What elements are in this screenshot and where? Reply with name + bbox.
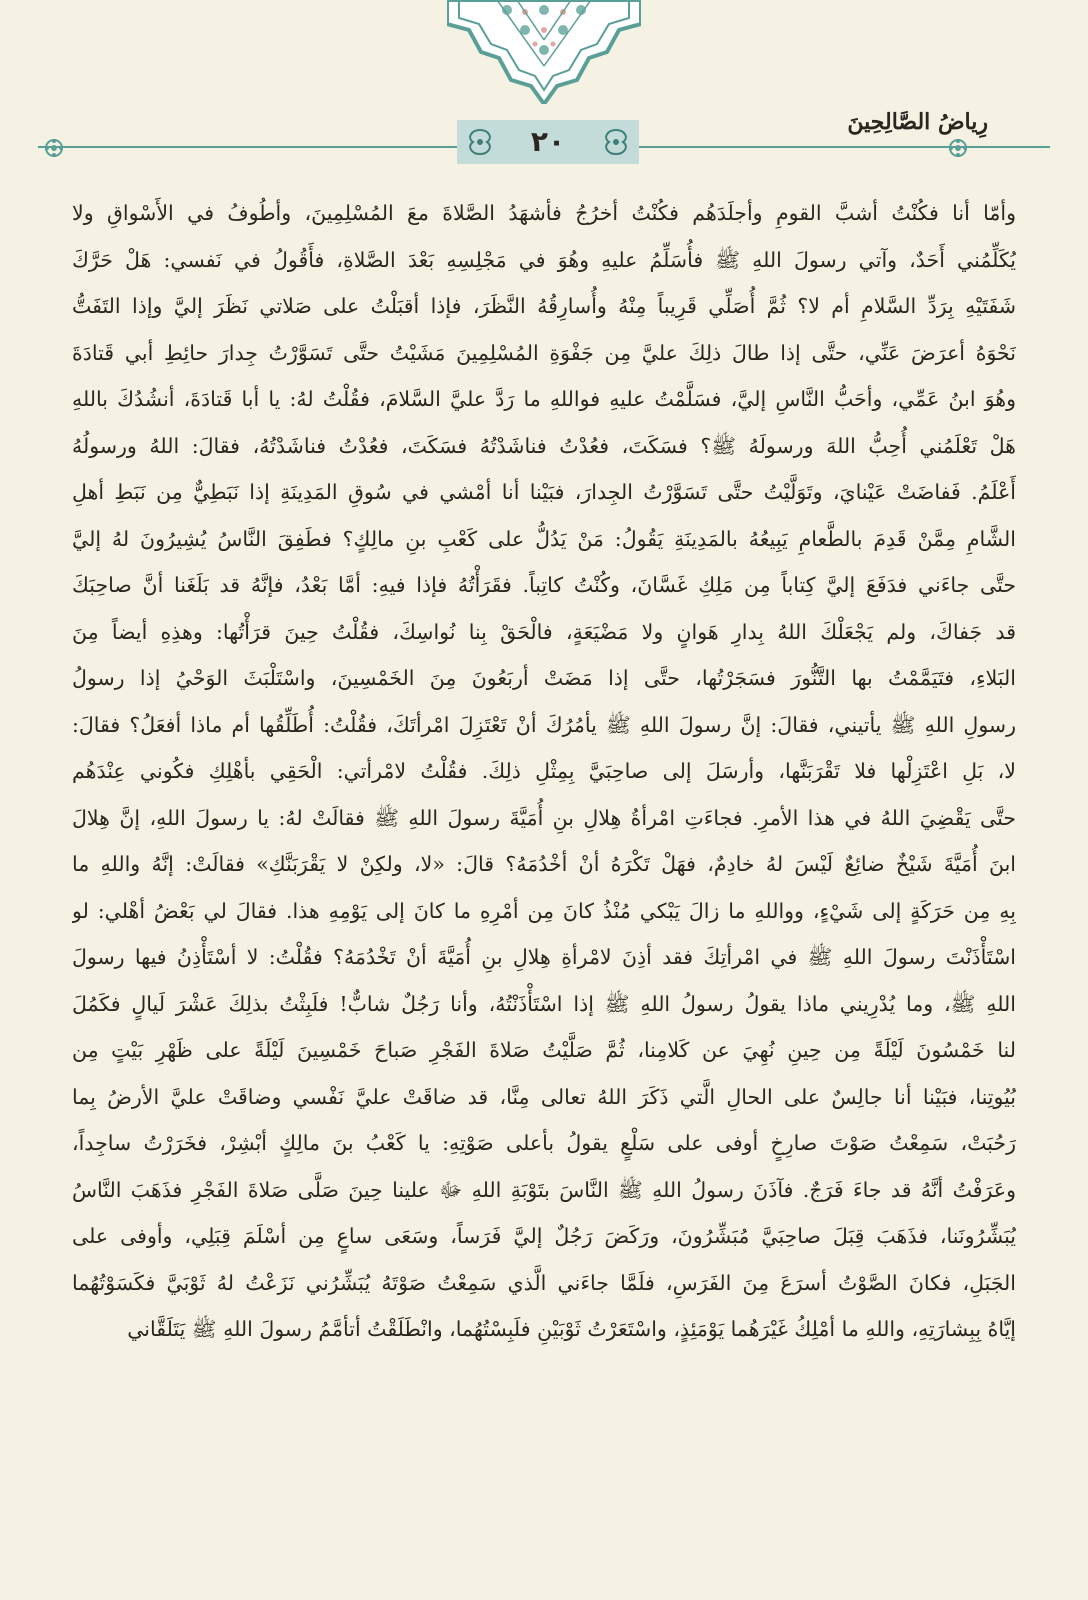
text-line: لا، بَلِ اعْتَزِلْها فلا تَقْرَبَنَّها، وأرسَلَ إلى صاحِبَيَّ بِمِثْلِ ذلِكَ. فقُلْتُ لامْرأتي: الْحَقِي بأهْلِكِ فكُوني عِنْدَهُم	[72, 759, 1016, 783]
text-line: الشَّامِ مِمَّنْ قَدِمَ بالطَّعامِ يَبِيعُهُ بالمَدِينَةِ يَقُولُ: مَنْ يَدُلُّ على كَعْبِ بنِ مالِكٍ؟ فطَفِقَ النَّاسُ يُشِيرُونَ لهُ إليَّ	[72, 526, 1016, 551]
text-line: يُكَلِّمُني أَحَدٌ، وآتي رسولَ اللهِ ﷺ فأُسَلِّمُ عليهِ وهُوَ في مَجْلِسِهِ بَعْدَ الصَّلاةِ، فأَقُولُ في نَفسي: هَلْ حَرَّكَ	[72, 247, 1016, 272]
text-line: لنا خَمْسُونَ لَيْلَةً مِن حِينِ نُهِيَ عن كَلامِنا، ثُمَّ صَلَّيْتُ صَلاةَ الفَجْرِ صَباحَ خَمْسِينَ لَيْلَةً على ظَهْرِ بَيْتٍ مِن	[72, 1038, 1016, 1062]
flourish-icon	[463, 126, 497, 158]
text-line: أَعْلَمُ. فَفاضَتْ عَيْنايَ، وتَوَلَّيْتُ حتَّى تَسَوَّرْتُ الجِدارَ، فبَيْنا أنا أمْشي في سُوقِ المَدِينَةِ إذا نَبَطِيٌّ مِن نَبَطِ أهلِ	[72, 480, 1016, 504]
text-line: بُيُوتِنا، فبَيْنا أنا جالِسٌ على الحالِ الَّتي ذَكَرَ اللهُ تعالى مِنَّا، قد ضاقَتْ عليَّ نَفْسي وضاقَتْ عليَّ الأرضُ بِما	[72, 1084, 1016, 1109]
text-line: اسْتَأْذَنْتَ رسولَ اللهِ ﷺ في امْرأتِكَ فقد أذِنَ لامْرأةِ هِلالِ بنِ أُمَيَّةَ أنْ تَخْدُمَهُ؟ فقُلْتُ: لا أسْتَأْذِنُ فيها رسولَ	[72, 945, 1016, 969]
text-line: حتَّى يَقْضِيَ اللهُ في هذا الأمرِ. فجاءَتِ امْرأةُ هِلالِ بنِ أُمَيَّةَ رسولَ اللهِ ﷺ فقالَتْ لهُ: يا رسولَ اللهِ، إنَّ هِلالَ	[72, 805, 1016, 830]
text-line: ابنَ أُمَيَّةَ شَيْخٌ ضائِعٌ لَيْسَ لهُ خادِمٌ، فهَلْ تَكْرَهُ أنْ أخْدُمَهُ؟ قالَ: «لا، ولكِنْ لا يَقْرَبَنَّكِ» فقالَتْ: إنَّهُ واللهِ ما	[72, 852, 1016, 876]
text-line: وهُوَ ابنُ عَمِّي، وأحَبُّ النَّاسِ إليَّ، فسَلَّمْتُ عليهِ فواللهِ ما رَدَّ عليَّ السَّلامَ، فقُلْتُ لهُ: يا أبا قَتادَةَ، أنشُدُكَ باللهِ	[72, 387, 1016, 411]
text-line: حتَّى جاءَني فدَفَعَ إليَّ كِتاباً مِن مَلِكِ غَسَّانَ، وكُنْتُ كاتِباً. فقَرَأْتُهُ فإذا فيهِ: أمَّا بَعْدُ، فإنَّهُ قد بَلَغَنا أنَّ صاحِبَكَ	[72, 573, 1016, 597]
floral-dot-icon	[948, 138, 968, 158]
text-line: إيَّاهُ بِبِشارَتِهِ، واللهِ ما أمْلِكُ غَيْرَهُما يَوْمَئِذٍ، واسْتَعَرْتُ ثَوْبَيْنِ فلَبِسْتُهُما، وانْطَلَقْتُ أتأمَّمُ رسولَ اللهِ ﷺ يَتَلَقَّاني	[127, 1317, 1016, 1341]
page-number-plate	[457, 120, 639, 164]
body-text	[72, 190, 1016, 1353]
text-line: يُبَشِّرُونَنا، فذَهَبَ قِبَلَ صاحِبَيَّ مُبَشِّرُونَ، ورَكَضَ رَجُلٌ إليَّ فَرَساً، وسَعَى ساعٍ مِن أسْلَمَ قِبَلِي، وأوفى على	[72, 1224, 1016, 1248]
text-line: وأمّا أنا فكُنْتُ أشبَّ القومِ وأجلَدَهُم فكُنْتُ أخرُجُ فأشهَدُ الصَّلاةَ معَ المُسْلِمِينَ، وأطُوفُ في الأَسْواقِ ولا	[72, 201, 1016, 225]
page-number: ٢٠	[530, 125, 566, 158]
text-line: شَفَتَيْهِ بِرَدِّ السَّلامِ أم لا؟ ثُمَّ أُصَلِّي قَرِيباً مِنْهُ وأُسارِقُهُ النَّظَرَ، فإذا أقبَلْتُ على صَلاتي نَظَرَ إليَّ وإذا التَفَتُّ	[72, 294, 1016, 318]
text-line: قد جَفاكَ، ولم يَجْعَلْكَ اللهُ بِدارِ هَوانٍ ولا مَضْيَعَةٍ، فالْحَقْ بِنا نُواسِكَ، فقُلْتُ حِينَ قرَأْتُها: وهذِهِ أيضاً مِنَ	[72, 619, 1016, 644]
text-line: اللهِ ﷺ، وما يُدْرِيني ماذا يقولُ رسولُ اللهِ ﷺ إذا اسْتَأْذَنْتُهُ، وأنا رَجُلٌ شابٌّ! فلَبِثْتُ بذلِكَ عَشْرَ لَيالٍ فكَمُلَ	[72, 991, 1016, 1016]
floral-dot-icon	[44, 138, 64, 158]
text-line: وعَرَفْتُ أنَّهُ قد جاءَ فَرَجٌ. فآذَنَ رسولُ اللهِ ﷺ النَّاسَ بتَوْبَةِ اللهِ ﷻ علينا حِينَ صَلَّى صَلاةَ الفَجْرِ فذَهَبَ النَّاسُ	[72, 1177, 1016, 1202]
text-line: هَلْ تَعْلَمُني أُحِبُّ اللهَ ورسولَهُ ﷺ؟ فسَكَتَ، فعُدْتُ فناشَدْتُهُ فسَكَتَ، فعُدْتُ فناشَدْتُهُ، فقالَ: اللهُ ورسولُهُ	[72, 433, 1016, 458]
book-title: رِياضُ الصَّالِحِينَ	[847, 109, 988, 135]
text-line: رَحُبَتْ، سَمِعْتُ صَوْتَ صارِخٍ أوفى على سَلْعٍ يقولُ بأعلى صَوْتِهِ: يا كَعْبُ بنَ مالِكٍ أبْشِرْ، فخَرَرْتُ ساجِداً،	[72, 1131, 1016, 1155]
text-line: بِهِ مِن حَرَكَةٍ إلى شَيْءٍ، وواللهِ ما زالَ يَبْكي مُنْذُ كانَ مِن أمْرِهِ ما كانَ إلى يَوْمِهِ هذا. فقالَ لي بَعْضُ أهْلي: لو	[72, 898, 1016, 923]
flourish-icon	[599, 126, 633, 158]
text-line: رسولِ اللهِ ﷺ يأتيني، فقالَ: إنَّ رسولَ اللهِ ﷺ يأمُرُكَ أنْ تَعْتَزِلَ امْرأتَكَ، فقُلْتُ: أُطَلِّقُها أم ماذا أفعَلُ؟ فقالَ:	[72, 712, 1016, 737]
text-line: نَحْوَهُ أعرَضَ عَنِّي، حتَّى إذا طالَ ذلِكَ عليَّ مِن جَفْوَةِ المُسْلِمِينَ مَشَيْتُ حتَّى تَسَوَّرْتُ جِدارَ حائِطِ أبي قَتادَةَ	[72, 340, 1016, 365]
text-line: البَلاءِ، فتَيَمَّمْتُ بها التَّنُّورَ فسَجَرْتُها، حتَّى إذا مَضَتْ أربَعُونَ مِنَ الخَمْسِينَ، واسْتَلْبَثَ الوَحْيُ إذا رسولُ	[72, 666, 1016, 690]
top-star-ornament-icon	[447, 0, 641, 104]
text-line: الجَبَلِ، فكانَ الصَّوْتُ أسرَعَ مِنَ الفَرَسِ، فلَمَّا جاءَني الَّذي سَمِعْتُ صَوْتَهُ يُبَشِّرُني نَزَعْتُ لهُ ثَوْبَيَّ فكَسَوْتُهُما	[72, 1270, 1016, 1295]
